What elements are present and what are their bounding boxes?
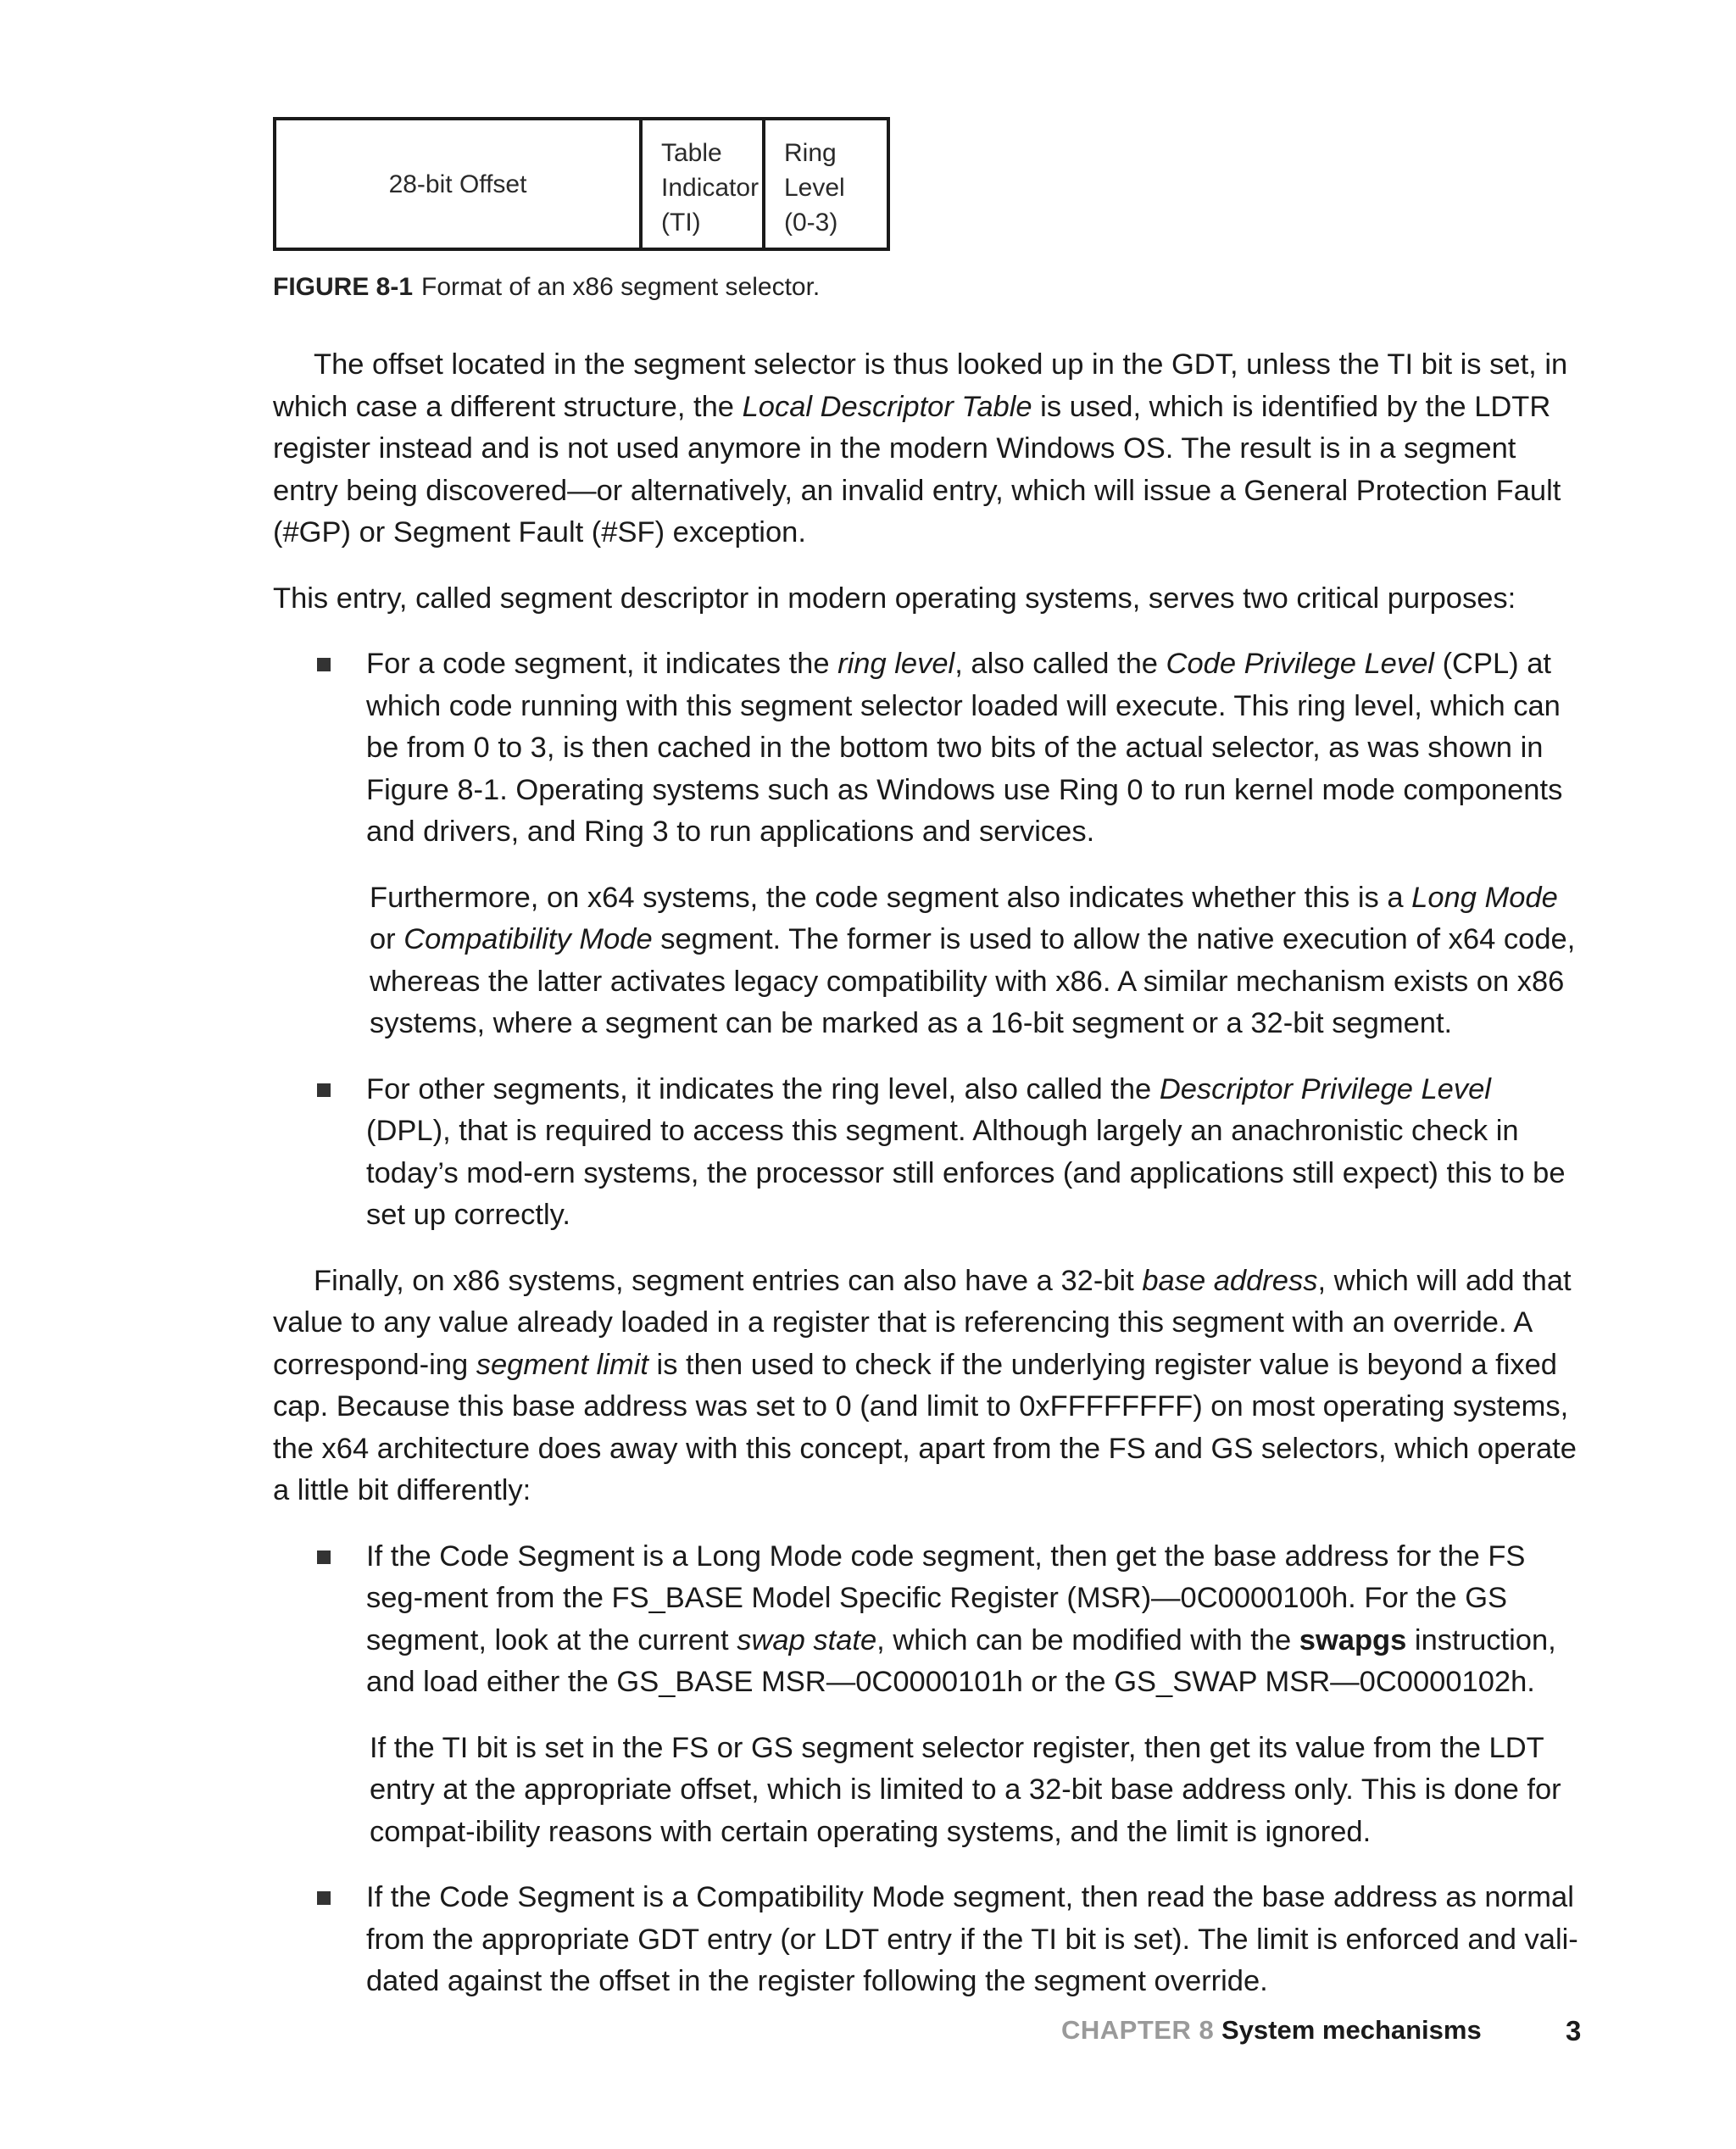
text-run: For a code segment, it indicates the: [366, 648, 838, 680]
square-bullet-icon: [317, 658, 331, 671]
bullet-list: [273, 1536, 1578, 2003]
text-run: is then used to check if the underlying register value is beyond a fixed cap. Because this base address was set to 0 (and limit to 0xFFFFFFFF) on most operating systems, the x64 architecture does away with this concept, apart from the FS and GS selectors, which operate a little bit differently:: [273, 1348, 1577, 1506]
list-item: [273, 643, 1578, 1045]
emphasis-text: base address: [1142, 1264, 1318, 1297]
text-run: or: [370, 923, 404, 955]
figure-caption: [273, 273, 1578, 302]
text-run: Finally, on x86 systems, segment entries can also have a 32-bit: [314, 1264, 1143, 1297]
emphasis-text: Local Descriptor Table: [742, 390, 1032, 423]
ti-label-line: Table: [661, 139, 722, 167]
list-item-subparagraph: If the TI bit is set in the FS or GS segment selector register, then get its value from the LDT entry at the appropriate offset, which is limited to a 32-bit base address only. This is done for compat-ibility reasons with certain operating systems, and the limit is ignored.: [370, 1731, 1561, 1848]
footer-chapter-label: CHAPTER 8: [1061, 2015, 1215, 2045]
text-run: If the Code Segment is a Long Mode code segment, then get the base address for the FS seg-ment from the FS_BASE Model Specific Register (MSR)—0C0000100h. For the GS segment, look at the current: [366, 1539, 1526, 1656]
emphasis-text: Long Mode: [1411, 881, 1558, 914]
list-item: [273, 1877, 1578, 2003]
text-run: Furthermore, on x64 systems, the code segment also indicates whether this is a: [370, 881, 1412, 914]
square-bullet-icon: [317, 1891, 331, 1905]
text-run: , which can be modified with the: [876, 1623, 1299, 1656]
page-number: 3: [1566, 2015, 1582, 2046]
offset-field-label: 28-bit Offset: [388, 170, 527, 198]
page-footer: [0, 2015, 1736, 2057]
text-run: (CPL) at which code running with this segment selector loaded will execute. This ring level, which can be from 0 to 3, is then cached in the bottom two bits of the actual selector, as was shown in Figure 8-1. Operating systems such as Windows use Ring 0 to run kernel mode components and drivers, and Ring 3 to run applications and services.: [366, 648, 1563, 848]
text-run: (DPL), that is required to access this segment. Although largely an anachronistic check in today’s mod-ern systems, the processor still enforces (and applications still expect) this to be set up correctly.: [366, 1115, 1566, 1231]
ring-level-field: [765, 120, 887, 248]
list-item-text: If the Code Segment is a Compatibility Mode segment, then read the base address as normal from the appropriate GDT entry (or LDT entry if the TI bit is set). The limit is enforced and vali-dated against the offset in the register following the segment override.: [366, 1881, 1578, 1997]
list-item-text: [366, 1069, 1578, 1237]
list-item: [273, 1069, 1578, 1237]
text-run: The offset located in the segment selector is thus looked up in the GDT, unless the TI bit is set, in which case a different structure, the: [273, 348, 1568, 423]
list-item-subparagraph: [366, 877, 1578, 1045]
table-indicator-field: [643, 120, 765, 248]
emphasis-text: Compatibility Mode: [403, 923, 653, 955]
list-item-text: [366, 1536, 1578, 1704]
emphasis-text: swap state: [737, 1623, 877, 1656]
offset-field: [276, 120, 643, 248]
bold-code-text: swapgs: [1299, 1623, 1407, 1656]
figure-number: FIGURE 8-1: [273, 273, 414, 301]
text-run: , which will add that value to any value already loaded in a register that is referencing this segment with an override. A correspond-ing: [273, 1264, 1572, 1381]
list-item-text: [366, 643, 1578, 854]
body-text: [273, 344, 1578, 2003]
figure-caption-text: Format of an x86 segment selector.: [421, 273, 821, 301]
text-run: segment. The former is used to allow the native execution of x64 code, whereas the latter activates legacy compatibility with x86. A similar mechanism exists on x86 systems, where a segment can be marked as a 16-bit segment or a 32-bit segment.: [370, 923, 1576, 1039]
paragraph: This entry, called segment descriptor in modern operating systems, serves two critical purposes:: [273, 582, 1516, 615]
emphasis-text: ring level: [837, 648, 955, 680]
emphasis-text: segment limit: [476, 1348, 648, 1381]
emphasis-text: Code Privilege Level: [1166, 648, 1434, 680]
square-bullet-icon: [317, 1551, 331, 1564]
page-content: [273, 117, 1578, 2027]
ti-label-line: (TI): [661, 209, 701, 237]
rpl-label-line: Level: [784, 174, 845, 202]
segment-selector-figure: [273, 117, 890, 251]
rpl-label-line: (0-3): [784, 209, 838, 237]
list-item: [273, 1536, 1578, 1854]
emphasis-text: Descriptor Privilege Level: [1159, 1072, 1491, 1105]
text-run: For other segments, it indicates the ring level, also called the: [366, 1072, 1160, 1105]
text-run: , also called the: [954, 648, 1166, 680]
square-bullet-icon: [317, 1083, 331, 1097]
paragraph: [273, 344, 1578, 554]
ti-label-line: Indicator: [661, 174, 760, 202]
text-run: is used, which is identified by the LDTR register instead and is not used anymore in the modern Windows OS. The result is in a segment entry being discovered—or alternatively, an invalid entry, which will issue a General Protection Fault (#GP) or Segment Fault (#SF) exception.: [273, 390, 1561, 548]
text-run: instruction, and load either the GS_BASE MSR—0C0000101h or the GS_SWAP MSR—0C0000102h.: [366, 1623, 1556, 1698]
footer-section-title: System mechanisms: [1221, 2015, 1482, 2045]
rpl-label-line: Ring: [784, 139, 837, 167]
paragraph: [273, 1261, 1578, 1512]
bullet-list: [273, 643, 1578, 1237]
